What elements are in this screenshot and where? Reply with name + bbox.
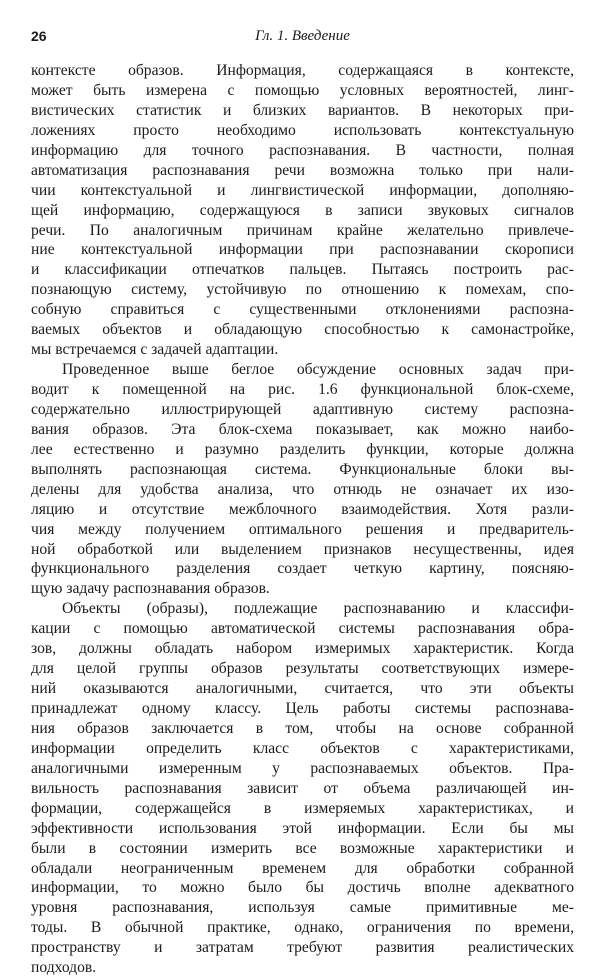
text-line: вания образов. Эта блок-схема показывает, как можно наибо- [31,420,574,438]
text-line: информацию для точного распознавания. В частности, полная [31,141,574,159]
text-line: ложениях просто необходимо использовать контекстуальную [31,121,574,139]
text-line: функционального разделения создает четкую картину, поясняю- [31,560,574,578]
text-line: собную справиться с существенными отклонениями распознa- [31,301,574,319]
text-line: чия между получением оптимального решения и предваритель- [31,520,574,538]
running-head [31,28,574,50]
text-line: и классификации отпечатков пальцев. Пытаясь построить рас- [31,261,574,279]
text-line: ной обработкой или выделением признаков несущественны, идея [31,540,574,558]
text-line: принадлежат одному классу. Цель работы системы распознава- [31,700,574,717]
text-line: ваемых объектов и обладающую способностью к самонастройке, [31,321,574,339]
paragraph [31,61,574,360]
text-line: обладали неограниченным временем для обработки собранной [31,859,574,877]
text-line: делены для удобства анализа, что отнюдь не означает их изо- [31,480,574,498]
text-line: содержательно иллюстрирующей адаптивную систему распозна- [31,400,574,418]
text-line: аналогичными измеренным у распознаваемых объектов. Пра- [31,759,574,777]
text-line: эффективности использования этой информации. Если бы мы [31,819,574,837]
text-line: щей информацию, содержащуюся в записи звуковых сигналов [31,201,574,219]
text-line: водит к помещенной на рис. 1.6 функциональной блок-схеме, [31,381,574,398]
text-line: вильность распознавания зависит от объема различающей ин- [31,779,574,797]
paragraph [31,599,574,978]
text-line: может быть измерена с помощью условных вероятностей, линг- [31,81,574,99]
text-line: пространству и затратам требуют развития реалистических [31,939,574,957]
text-line: щую задачу распознавания образов. [31,580,270,598]
text-line: ний оказываются аналогичными, считается, что эти объекты [31,680,574,698]
text-line: кации с помощью автоматической системы распознавания обра- [31,620,574,638]
text-line: выполнять распознающая система. Функциональные блоки вы- [31,460,574,478]
text-line: ляцию и отсутствие межблочного взаимодействия. Хотя разли- [31,500,574,518]
text-line: чии контекстуальной и лингвистической информации, дополняю- [31,181,574,199]
text-line: ние контекстуальной информации при распознавании скорописи [31,241,574,259]
page-number: 26 [31,28,47,44]
text-line: вистических статистик и близких вариантов. В некоторых при- [31,101,574,119]
text-line: были в состоянии измерить все возможные характеристики и [31,839,574,857]
text-line: Объекты (образы), подлежащие распознаванию и классифи- [62,600,574,618]
text-line: формации, содержащейся в измеряемых характеристиках, и [31,799,574,817]
text-line: контексте образов. Информация, содержащаяся в контексте, [31,62,574,79]
text-line: уровня распознавания, используя самые примитивные ме- [31,899,574,917]
text-line: лее естественно и разумно разделить функции, которые должна [31,440,574,458]
text-line: зов, должны обладать набором измеримых характеристик. Когда [31,640,574,658]
text-line: познающую систему, устойчивую по отношению к помехам, спо- [31,281,574,299]
text-line: для целой группы образов результаты соответствующих измере- [31,660,574,678]
chapter-title: Гл. 1. Введение [255,28,350,44]
text-line: ния образов заключается в том, чтобы на основе собранной [31,719,574,737]
body-text [31,61,574,978]
text-line: Проведенное выше беглое обсуждение основных задач при- [62,361,574,379]
text-line: информации определить класс объектов с характеристиками, [31,739,574,757]
text-line: тоды. В обычной практике, однако, ограничения по времени, [31,919,574,937]
text-line: информации, то можно было бы достичь вполне адекватного [31,879,574,897]
text-line: речи. По аналогичным причинам крайне желательно привлече- [31,221,574,239]
text-line: автоматизация распознавания речи возможна только при нали- [31,161,574,179]
text-line: мы встречаемся с задачей адаптации. [31,341,279,359]
text-line: подходов. [31,959,97,977]
paragraph [31,360,574,599]
